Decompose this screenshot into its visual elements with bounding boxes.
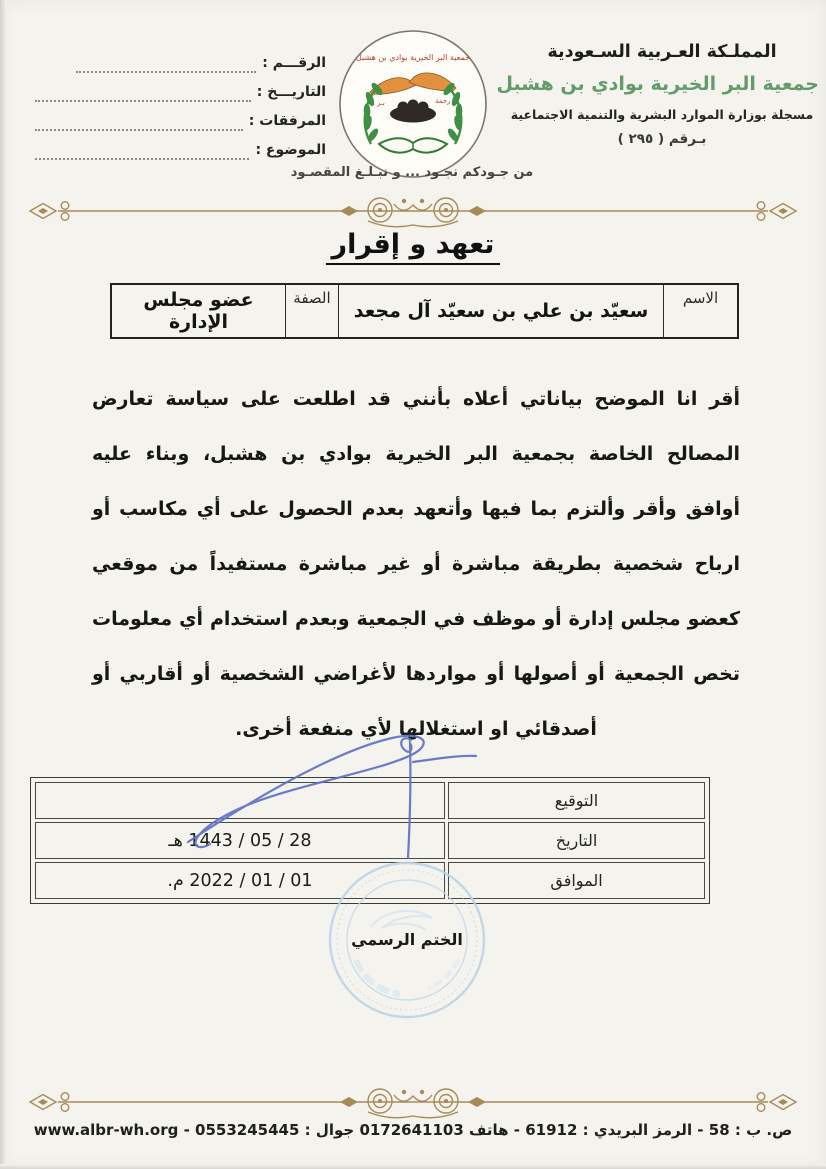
- decorative-divider-top: [24, 191, 802, 231]
- footer-contact-line: ص. ب : 58 - الرمز البريدي : 61912 - هاتف 0172641103 جوال : 0553245445 - www.albr-wh.org: [33, 1121, 793, 1139]
- subject-table: [110, 283, 739, 339]
- signature-row: [35, 782, 705, 819]
- scan-edge-left: [0, 0, 7, 1169]
- ref-date-label: التاريـــخ :: [256, 84, 326, 100]
- role-value-cell: عضو مجلس الإدارة: [111, 284, 286, 338]
- logo-word-left: رحمة: [435, 97, 451, 105]
- body-line: أوافق وأقر وألتزم بما فيها وأتعهد بعدم الحصول على أي مكاسب أو: [92, 498, 740, 520]
- role-label-cell: الصفة: [286, 284, 339, 338]
- body-line: ارباح شخصية بطريقة مباشرة أو غير مباشرة مستفيداً من موقعي: [92, 553, 740, 575]
- gregorian-date-value-cell: 01 / 01 / 2022 م.: [35, 862, 445, 899]
- body-line: تخص الجمعية أو أصولها أو مواردها لأغراضي الشخصية أو أقاربي أو: [92, 663, 740, 685]
- gregorian-date-label-cell: الموافق: [448, 862, 705, 899]
- org-logo-icon: [337, 28, 489, 180]
- name-value-cell: سعيّد بن علي بن سعيّد آل مجعد: [339, 284, 664, 338]
- logo-motto: من جـودكم نجـود ... و نبـلـغ المقصـود: [290, 165, 534, 180]
- name-label-cell: الاسم: [664, 284, 739, 338]
- body-line: أقر انا الموضح بياناتي أعلاه بأنني قد اطلعت على سياسة تعارض: [92, 388, 740, 410]
- ref-attachments-label: المرفقات :: [248, 113, 326, 129]
- signature-value-cell: [35, 782, 445, 819]
- ref-number-label: الرقـــم :: [262, 55, 326, 71]
- document-title: تعهد و إقرار: [326, 229, 501, 265]
- hijri-date-value-cell: 28 / 05 / 1443 هـ: [35, 822, 445, 859]
- reference-fields: [30, 44, 326, 160]
- ref-subject-row: [30, 131, 326, 160]
- scan-edge-bottom: [0, 1164, 826, 1169]
- ref-date-blank-line: [35, 86, 251, 102]
- declaration-body: [92, 372, 740, 757]
- body-line: كعضو مجلس إدارة أو موظف في الجمعية وبعدم استخدام أي معلومات: [92, 608, 740, 630]
- subject-table-row: [111, 284, 738, 338]
- logo-word-right: بـر: [377, 99, 385, 107]
- body-line-last: أصدقائي او استغلالها لأي منفعة أخرى.: [235, 718, 597, 740]
- letterhead-registry-line: مسجلة بوزارة الموارد البشرية والتنمية الاجتماعية: [510, 107, 814, 122]
- ref-subject-label: الموضوع :: [255, 142, 326, 158]
- ref-date-row: [30, 73, 326, 102]
- ref-number-row: [30, 44, 326, 73]
- letterhead-country: المملـكة العـربية السـعودية: [547, 42, 777, 62]
- document-title-wrap: [0, 229, 826, 265]
- letterhead: [496, 42, 819, 147]
- stamp-caption: الختم الرسمي: [351, 930, 463, 949]
- ref-subject-blank-line: [35, 144, 249, 160]
- ref-attachments-row: [30, 102, 326, 131]
- signature-label-cell: التوقيع: [448, 782, 705, 819]
- ref-attachments-blank-line: [35, 115, 243, 131]
- body-line: المصالح الخاصة بجمعية البر الخيرية بوادي بن هشبل، وبناء عليه: [92, 443, 740, 465]
- logo-arc-text: جمعية البر الخيرية بوادي بن هشبل: [355, 53, 471, 62]
- hijri-date-label-cell: التاريخ: [448, 822, 705, 859]
- letterhead-org-name: جمعية البر الخيرية بوادي بن هشبل: [496, 73, 819, 95]
- letterhead-registry-number: بـرقم ( ٢٩٥ ): [617, 131, 707, 147]
- decorative-divider-bottom: [24, 1082, 802, 1122]
- ref-number-blank-line: [76, 57, 256, 73]
